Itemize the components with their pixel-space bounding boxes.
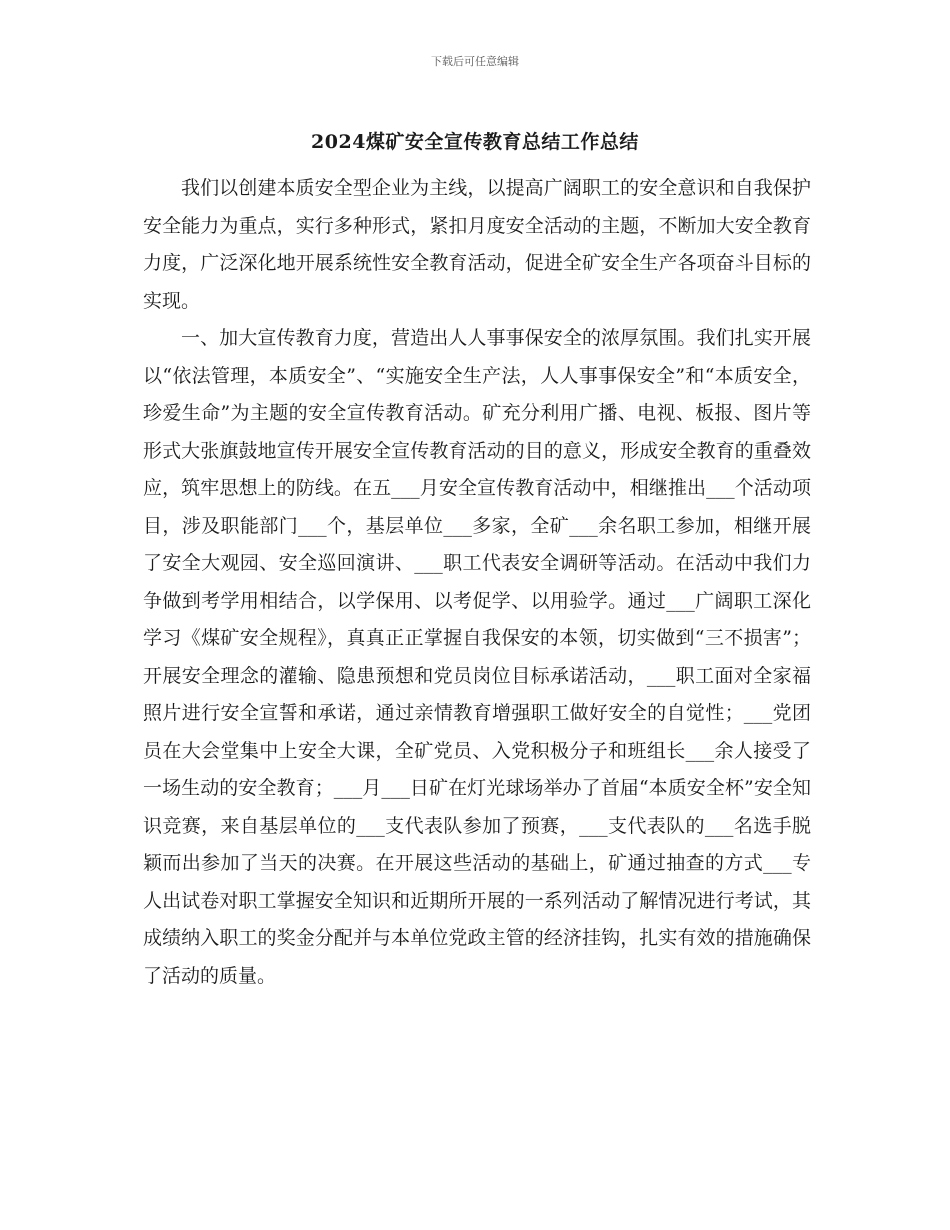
document-body — [143, 170, 811, 995]
paragraph-intro: 我们以创建本质安全型企业为主线，以提高广阔职工的安全意识和自我保护安全能力为重点，实行多种形式，紧扣月度安全活动的主题，不断加大安全教育力度，广泛深化地开展系统性安全教育活动，促进全矿安全生产各项奋斗目标的实现。 — [143, 177, 811, 312]
paragraph-section-1: 一、加大宣传教育力度，营造出人人事事保安全的浓厚氛围。我们扎实开展以“依法管理，本质安全”、“实施安全生产法，人人事事保安全”和“本质安全，珍爱生命”为主题的安全宣传教育活动。矿充分利用广播、电视、板报、图片等形式大张旗鼓地宣传开展安全宣传教育活动的目的意义，形成安全教育的重叠效应，筑牢思想上的防线。在五___月安全宣传教育活动中，相继推出___个活动项目，涉及职能部门___个，基层单位___多家，全矿___余名职工参加，相继开展了安全大观园、安全巡回演讲、___职工代表安全调研等活动。在活动中我们力争做到考学用相结合，以学保用、以考促学、以用验学。通过___广阔职工深化学习《煤矿安全规程》，真真正正掌握自我保安的本领，切实做到“三不损害”；开展安全理念的灌输、隐患预想和党员岗位目标承诺活动，___职工面对全家福照片进行安全宣誓和承诺，通过亲情教育增强职工做好安全的自觉性；___党团员在大会堂集中上安全大课，全矿党员、入党积极分子和班组长___余人接受了一场生动的安全教育；___月___日矿在灯光球场举办了首届“本质安全杯”安全知识竞赛，来自基层单位的___支代表队参加了预赛，___支代表队的___名选手脱颖而出参加了当天的决赛。在开展这些活动的基础上，矿通过抽查的方式___专人出试卷对职工掌握安全知识和近期所开展的一系列活动了解情况进行考试，其成绩纳入职工的奖金分配并与本单位党政主管的经济挂钩，扎实有效的措施确保了活动的质量。 — [143, 327, 811, 987]
document-title: 2024煤矿安全宣传教育总结工作总结 — [311, 131, 639, 153]
header-note: 下载后可任意编辑 — [431, 55, 519, 68]
